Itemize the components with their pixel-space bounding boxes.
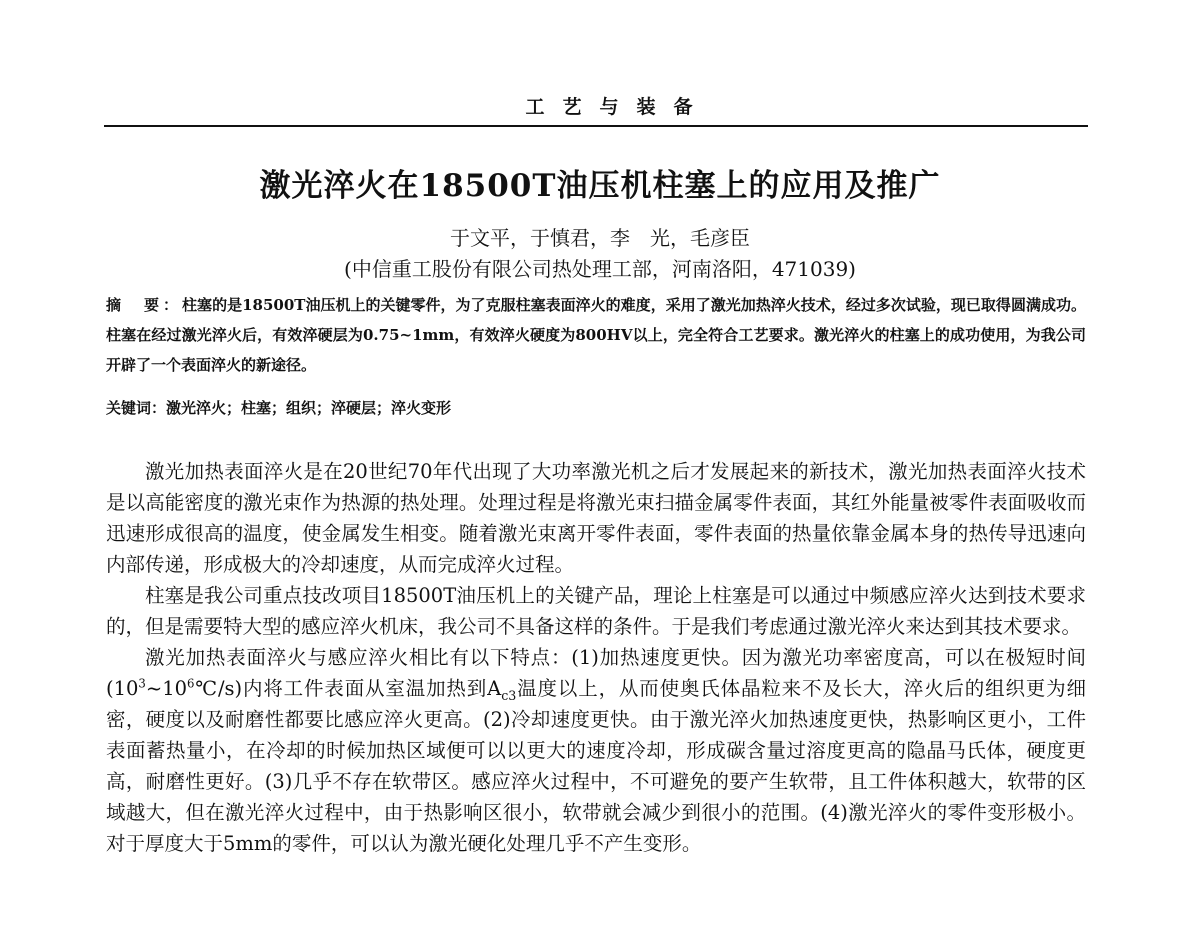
keywords-label: 关键词： xyxy=(106,399,167,417)
text-run: 温度以上，从而使奥氏体晶粒来不及长大，淬火后的组织更为细密，硬度以及耐磨性都要比感应淬火更高。(2)冷却速度更快。由于激光淬火加热速度更快，热影响区更小，工件表面蓄热量小，在冷却的时候加热区域便可以以更大的速度冷却，形成碳含量过溶度更高的隐晶马氏体，硬度更高，耐磨性更好。(3)几乎不存在软带区。感应淬火过程中，不可避免的要产生软带，且工件体积越大，软带的区域越大，但在激光淬火过程中，由于热影响区很小，软带就会减少到很小的范围。(4)激光淬火的零件变形极小。对于厚度大于5mm的零件，可以认为激光硬化处理几乎不产生变形。 xyxy=(106,677,1086,855)
running-header: 工艺与装备 xyxy=(525,96,711,118)
paragraph: 激光加热表面淬火是在20世纪70年代出现了大功率激光机之后才发展起来的新技术，激光加热表面淬火技术是以高能密度的激光束作为热源的热处理。处理过程是将激光束扫描金属零件表面，其红外能量被零件表面吸收而迅速形成很高的温度，使金属发生相变。随着激光束离开零件表面，零件表面的热量依靠金属本身的热传导迅速向内部传递，形成极大的冷却速度，从而完成淬火过程。 xyxy=(106,460,1086,576)
author-list: 于文平，于慎君，李 光，毛彦臣 xyxy=(450,226,750,250)
keywords xyxy=(106,393,1086,423)
paragraph: 柱塞是我公司重点技改项目18500T油压机上的关键产品，理论上柱塞是可以通过中频感应淬火达到技术要求的，但是需要特大型的感应淬火机床，我公司不具备这样的条件。于是我们考虑通过激光淬火来达到其技术要求。 xyxy=(106,584,1086,638)
abstract-label: 摘 要： xyxy=(106,296,183,314)
keywords-text: 激光淬火；柱塞；组织；淬硬层；淬火变形 xyxy=(166,399,452,417)
text-run: ℃/s)内将工件表面从室温加热到A xyxy=(194,677,502,700)
affiliation: (中信重工股份有限公司热处理工部，河南洛阳，471039) xyxy=(344,257,856,281)
subscript: c3 xyxy=(501,687,517,703)
superscript: 6 xyxy=(187,676,195,691)
abstract xyxy=(106,290,1086,380)
superscript: 3 xyxy=(138,676,146,691)
header-rule xyxy=(104,125,1088,127)
text-run: 激光加热表面淬火与感应淬火相比有以下特点：(1)加热速度更快。因为激光功率密度高，可以在极短时间(10 xyxy=(106,646,1086,700)
abstract-text: 柱塞的是18500T油压机上的关键零件，为了克服柱塞表面淬火的难度，采用了激光加热淬火技术，经过多次试验，现已取得圆满成功。柱塞在经过激光淬火后，有效淬硬层为0.75~1mm，有效淬火硬度为800HV以上，完全符合工艺要求。激光淬火的柱塞上的成功使用，为我公司开辟了一个表面淬火的新途径。 xyxy=(106,296,1086,374)
text-run: ~10 xyxy=(145,677,188,700)
paper-title: 激光淬火在18500T油压机柱塞上的应用及推广 xyxy=(259,168,941,204)
paragraph xyxy=(106,642,1086,859)
body-text xyxy=(106,456,1086,859)
